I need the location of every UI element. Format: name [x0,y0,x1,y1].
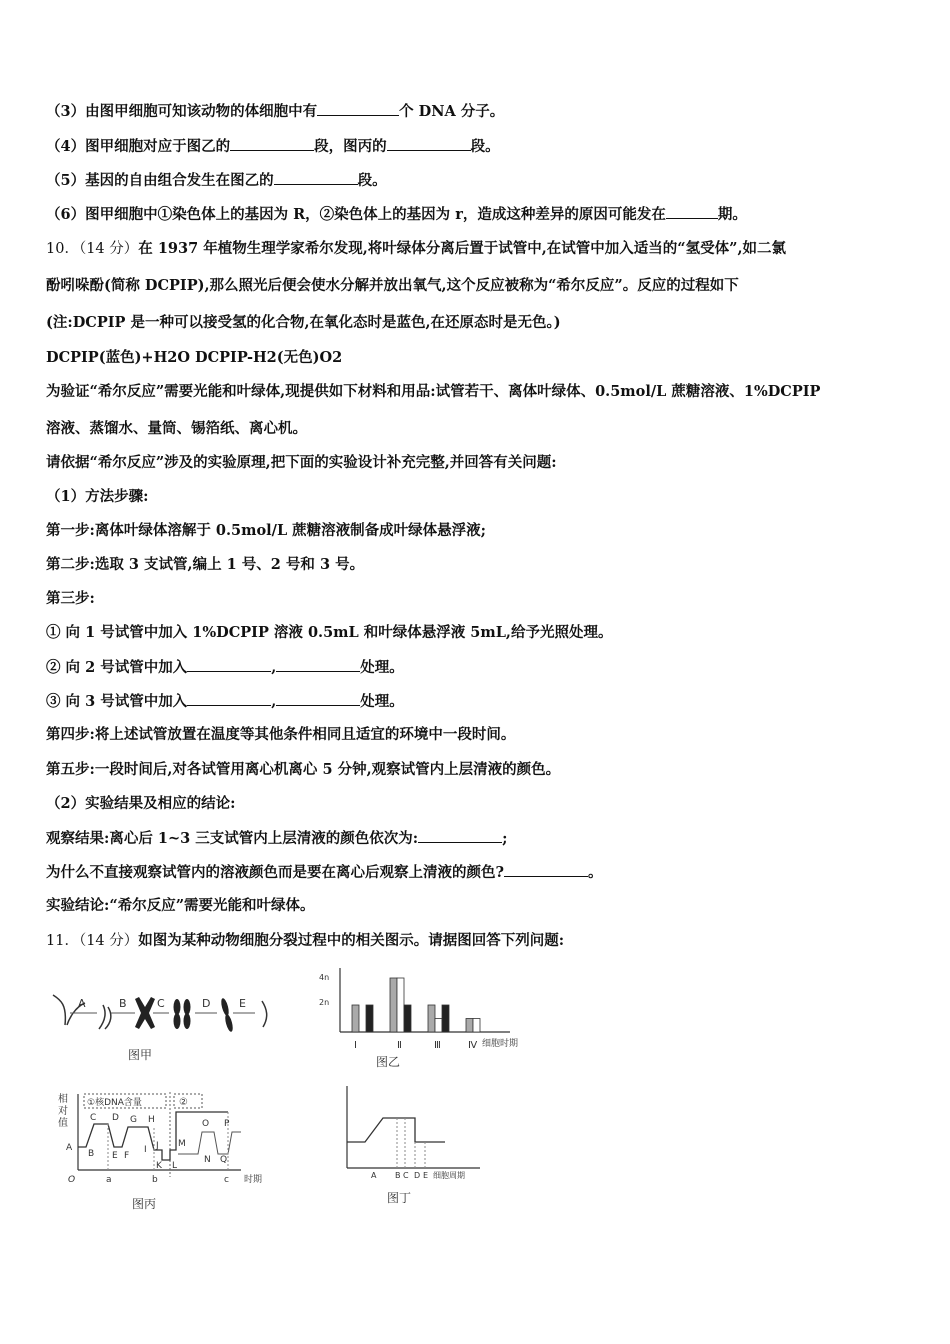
q10-substep-2-text: ② 向 2 号试管中加入 [46,659,188,676]
q11-text: 如图为某种动物细胞分裂过程中的相关图示。请据图回答下列问题: [138,932,565,949]
jia-chromatid-3 [184,999,191,1015]
q10-substep-2-tail: 处理。 [360,659,404,676]
bing-legend-2: ② [179,1097,188,1108]
yi-bar-1-gray [352,1005,359,1032]
q10-step-1: 第一步:离体叶绿体溶解于 0.5mol/L 蔗糖溶液制备成叶绿体悬浮液; [46,522,487,539]
q10-note: (注:DCPIP 是一种可以接受氢的化合物,在氧化态时是蓝色,在还原态时是无色。) [46,314,561,331]
yi-bar-3-white [435,1019,442,1033]
figure-bing [56,1082,271,1217]
q10-step-4: 第四步:将上述试管放置在温度等其他条件相同且适宜的环境中一段时间。 [46,726,516,743]
bing-y-label-3: 值 [58,1118,68,1129]
q10-step-5: 第五步:一段时间后,对各试管用离心机离心 5 分钟,观察试管内上层清液的颜色。 [46,761,561,778]
q10-substep-3-tail: 处理。 [360,693,404,710]
q10-number: 10．（14 分） [46,241,139,257]
bing-point-o: O [202,1119,210,1129]
yi-x-label: 细胞时期 [482,1039,519,1049]
q10-line-2: 酚吲哚酚(简称 DCPIP),那么照光后便会使水分解并放出氧气,这个反应被称为“希尔反应”。反应的过程如下 [46,277,739,294]
jia-chromatin-e [262,1001,267,1027]
q10-equation: DCPIP(蓝色)+H2O DCPIP-H2(无色)O2 [46,349,343,366]
jia-chromosome-b2 [105,1007,111,1029]
q10-substep-1: ① 向 1 号试管中加入 1%DCPIP 溶液 0.5mL 和叶绿体悬浮液 5mL,给予光照处理。 [46,624,613,641]
q10-substep-3 [46,691,404,712]
q9-item-4-text: （4）图甲细胞对应于图乙的 [46,138,231,155]
jia-chromatid-5 [220,998,230,1017]
q10-step-2: 第二步:选取 3 支试管,编上 1 号、2 号和 3 号。 [46,556,365,573]
q10-why [46,862,603,883]
q9-item-4 [46,136,500,157]
bing-point-f: F [124,1151,130,1161]
q9-item-6-text: （6）图甲细胞中①染色体上的基因为 R，②染色体上的基因为 r，造成这种差异的原因可能发在 [46,206,666,223]
jia-chromatid-2 [174,1013,181,1029]
answer-blank[interactable] [317,101,399,116]
answer-blank[interactable] [187,691,271,706]
yi-bar-3-black [442,1005,449,1032]
jia-label-b: B [119,997,127,1010]
q9-item-3 [46,101,504,122]
answer-blank[interactable] [387,136,471,151]
answer-blank[interactable] [187,657,271,672]
q9-item-5-tail: 段。 [357,172,387,189]
bing-point-e: E [112,1151,118,1161]
bing-legend-1: ①核DNA含量 [87,1098,142,1108]
bing-point-k: K [156,1161,162,1171]
q10-observe [46,828,508,849]
bing-tick-a: a [106,1175,112,1185]
yi-bar-4-gray [466,1019,473,1033]
jia-x-chromosome [135,997,155,1029]
jia-label-c: C [157,997,165,1010]
jia-label-d: D [202,997,211,1010]
q11-number: 11．（14 分） [46,933,139,949]
bing-tick-b: b [152,1175,158,1185]
bing-caption: 图丙 [132,1197,157,1211]
yi-bar-2-white [397,978,404,1032]
jia-chromatid-6 [224,1014,234,1033]
q10-method-title: （1）方法步骤: [46,488,149,505]
answer-blank[interactable] [504,862,588,877]
q10-materials-1: 为验证“希尔反应”需要光能和叶绿体,现提供如下材料和用品:试管若干、离体叶绿体、0.5mol/L 蔗糖溶液、1%DCPIP [46,383,821,400]
figure-ding [335,1080,485,1210]
q9-item-3-text: （3）由图甲细胞可知该动物的体细胞中有 [46,103,318,120]
q9-item-5-text: （5）基因的自由组合发生在图乙的 [46,172,274,189]
bing-point-q: Q [220,1155,228,1165]
q9-item-3-tail: 个 DNA 分子。 [399,103,505,120]
yi-x-tick-4: Ⅳ [468,1040,478,1051]
yi-bar-4-white [473,1019,480,1033]
ding-tick-d: D [414,1171,421,1180]
q9-item-4-mid: 段，图丙的 [314,138,387,155]
q10-substep-3-text: ③ 向 3 号试管中加入 [46,693,188,710]
answer-blank[interactable] [276,657,360,672]
yi-bar-3-gray [428,1005,435,1032]
bing-x-label: 时期 [244,1175,263,1185]
figure-yi [310,960,535,1072]
q9-item-4-tail: 段。 [470,138,500,155]
q10-step-3: 第三步: [46,590,95,607]
bing-point-c: C [90,1113,97,1123]
q10-observe-text: 观察结果:离心后 1~3 三支试管内上层清液的颜色依次为: [46,830,419,847]
jia-caption: 图甲 [128,1048,153,1062]
yi-bar-2-black [404,1005,411,1032]
ding-tick-e: E [423,1171,429,1180]
bing-point-a: A [66,1143,73,1153]
yi-caption: 图乙 [376,1055,401,1069]
q9-item-5 [46,170,387,191]
yi-x-tick-3: Ⅲ [434,1040,441,1051]
jia-chromatid-1 [174,999,181,1015]
jia-chromatin-a [53,995,65,1025]
answer-blank[interactable] [666,204,718,219]
yi-bar-1-black [366,1005,373,1032]
jia-label-a: A [78,997,86,1010]
q10-materials-2: 溶液、蒸馏水、量筒、锡箔纸、离心机。 [46,420,307,437]
yi-tick-2n: 2n [319,998,330,1007]
bing-y-label-2: 对 [58,1106,68,1117]
jia-chromosome-b [99,1005,105,1029]
comma: , [271,659,277,676]
q10-text-1: 在 1937 年植物生理学家希尔发现,将叶绿体分离后置于试管中,在试管中加入适当的“氢受体”,如二氯 [138,240,787,257]
ding-tick-a: A [371,1171,377,1180]
ding-tick-c: C [403,1171,409,1180]
q10-line-1 [46,239,786,259]
bing-point-l: L [172,1161,178,1171]
ding-x-label: 细胞周期 [433,1171,465,1180]
bing-tick-c: c [224,1175,229,1185]
bing-y-label-1: 相 [58,1094,68,1105]
q10-observe-tail: ; [502,830,508,847]
bing-curve-2 [178,1132,241,1154]
yi-bar-2-gray [390,978,397,1032]
jia-chromatid-4 [184,1013,191,1029]
bing-point-i: I [144,1145,147,1155]
bing-tick-o: O [68,1175,76,1185]
bing-point-b: B [88,1149,95,1159]
ding-caption: 图丁 [387,1191,412,1205]
q10-result-title: （2）实验结果及相应的结论: [46,795,236,812]
q9-item-6 [46,204,747,225]
jia-label-e: E [239,997,246,1010]
ding-curve [347,1118,445,1142]
q10-instruction: 请依据“希尔反应”涉及的实验原理,把下面的实验设计补充完整,并回答有关问题: [46,454,557,471]
yi-tick-4n: 4n [319,973,330,982]
answer-blank[interactable] [274,170,358,185]
answer-blank[interactable] [276,691,360,706]
comma: , [271,693,277,710]
q10-why-text: 为什么不直接观察试管内的溶液颜色而是要在离心后观察上清液的颜色? [46,864,504,881]
q10-substep-2 [46,657,404,678]
answer-blank[interactable] [230,136,314,151]
bing-point-n: N [204,1155,211,1165]
bing-point-g: G [130,1115,137,1125]
figure-jia [45,985,280,1070]
q11-line [46,931,564,951]
ding-tick-b: B [395,1171,401,1180]
bing-point-h: H [148,1115,155,1125]
bing-point-m: M [178,1139,186,1149]
yi-x-tick-1: Ⅰ [354,1040,357,1051]
bing-point-j: J [156,1141,159,1151]
q10-conclusion: 实验结论:“希尔反应”需要光能和叶绿体。 [46,897,315,914]
bing-point-d: D [112,1113,119,1123]
answer-blank[interactable] [418,828,502,843]
bing-point-p: P [224,1119,230,1129]
yi-x-tick-2: Ⅱ [397,1040,402,1051]
q10-why-tail: 。 [588,864,603,881]
q9-item-6-tail: 期。 [717,206,747,223]
